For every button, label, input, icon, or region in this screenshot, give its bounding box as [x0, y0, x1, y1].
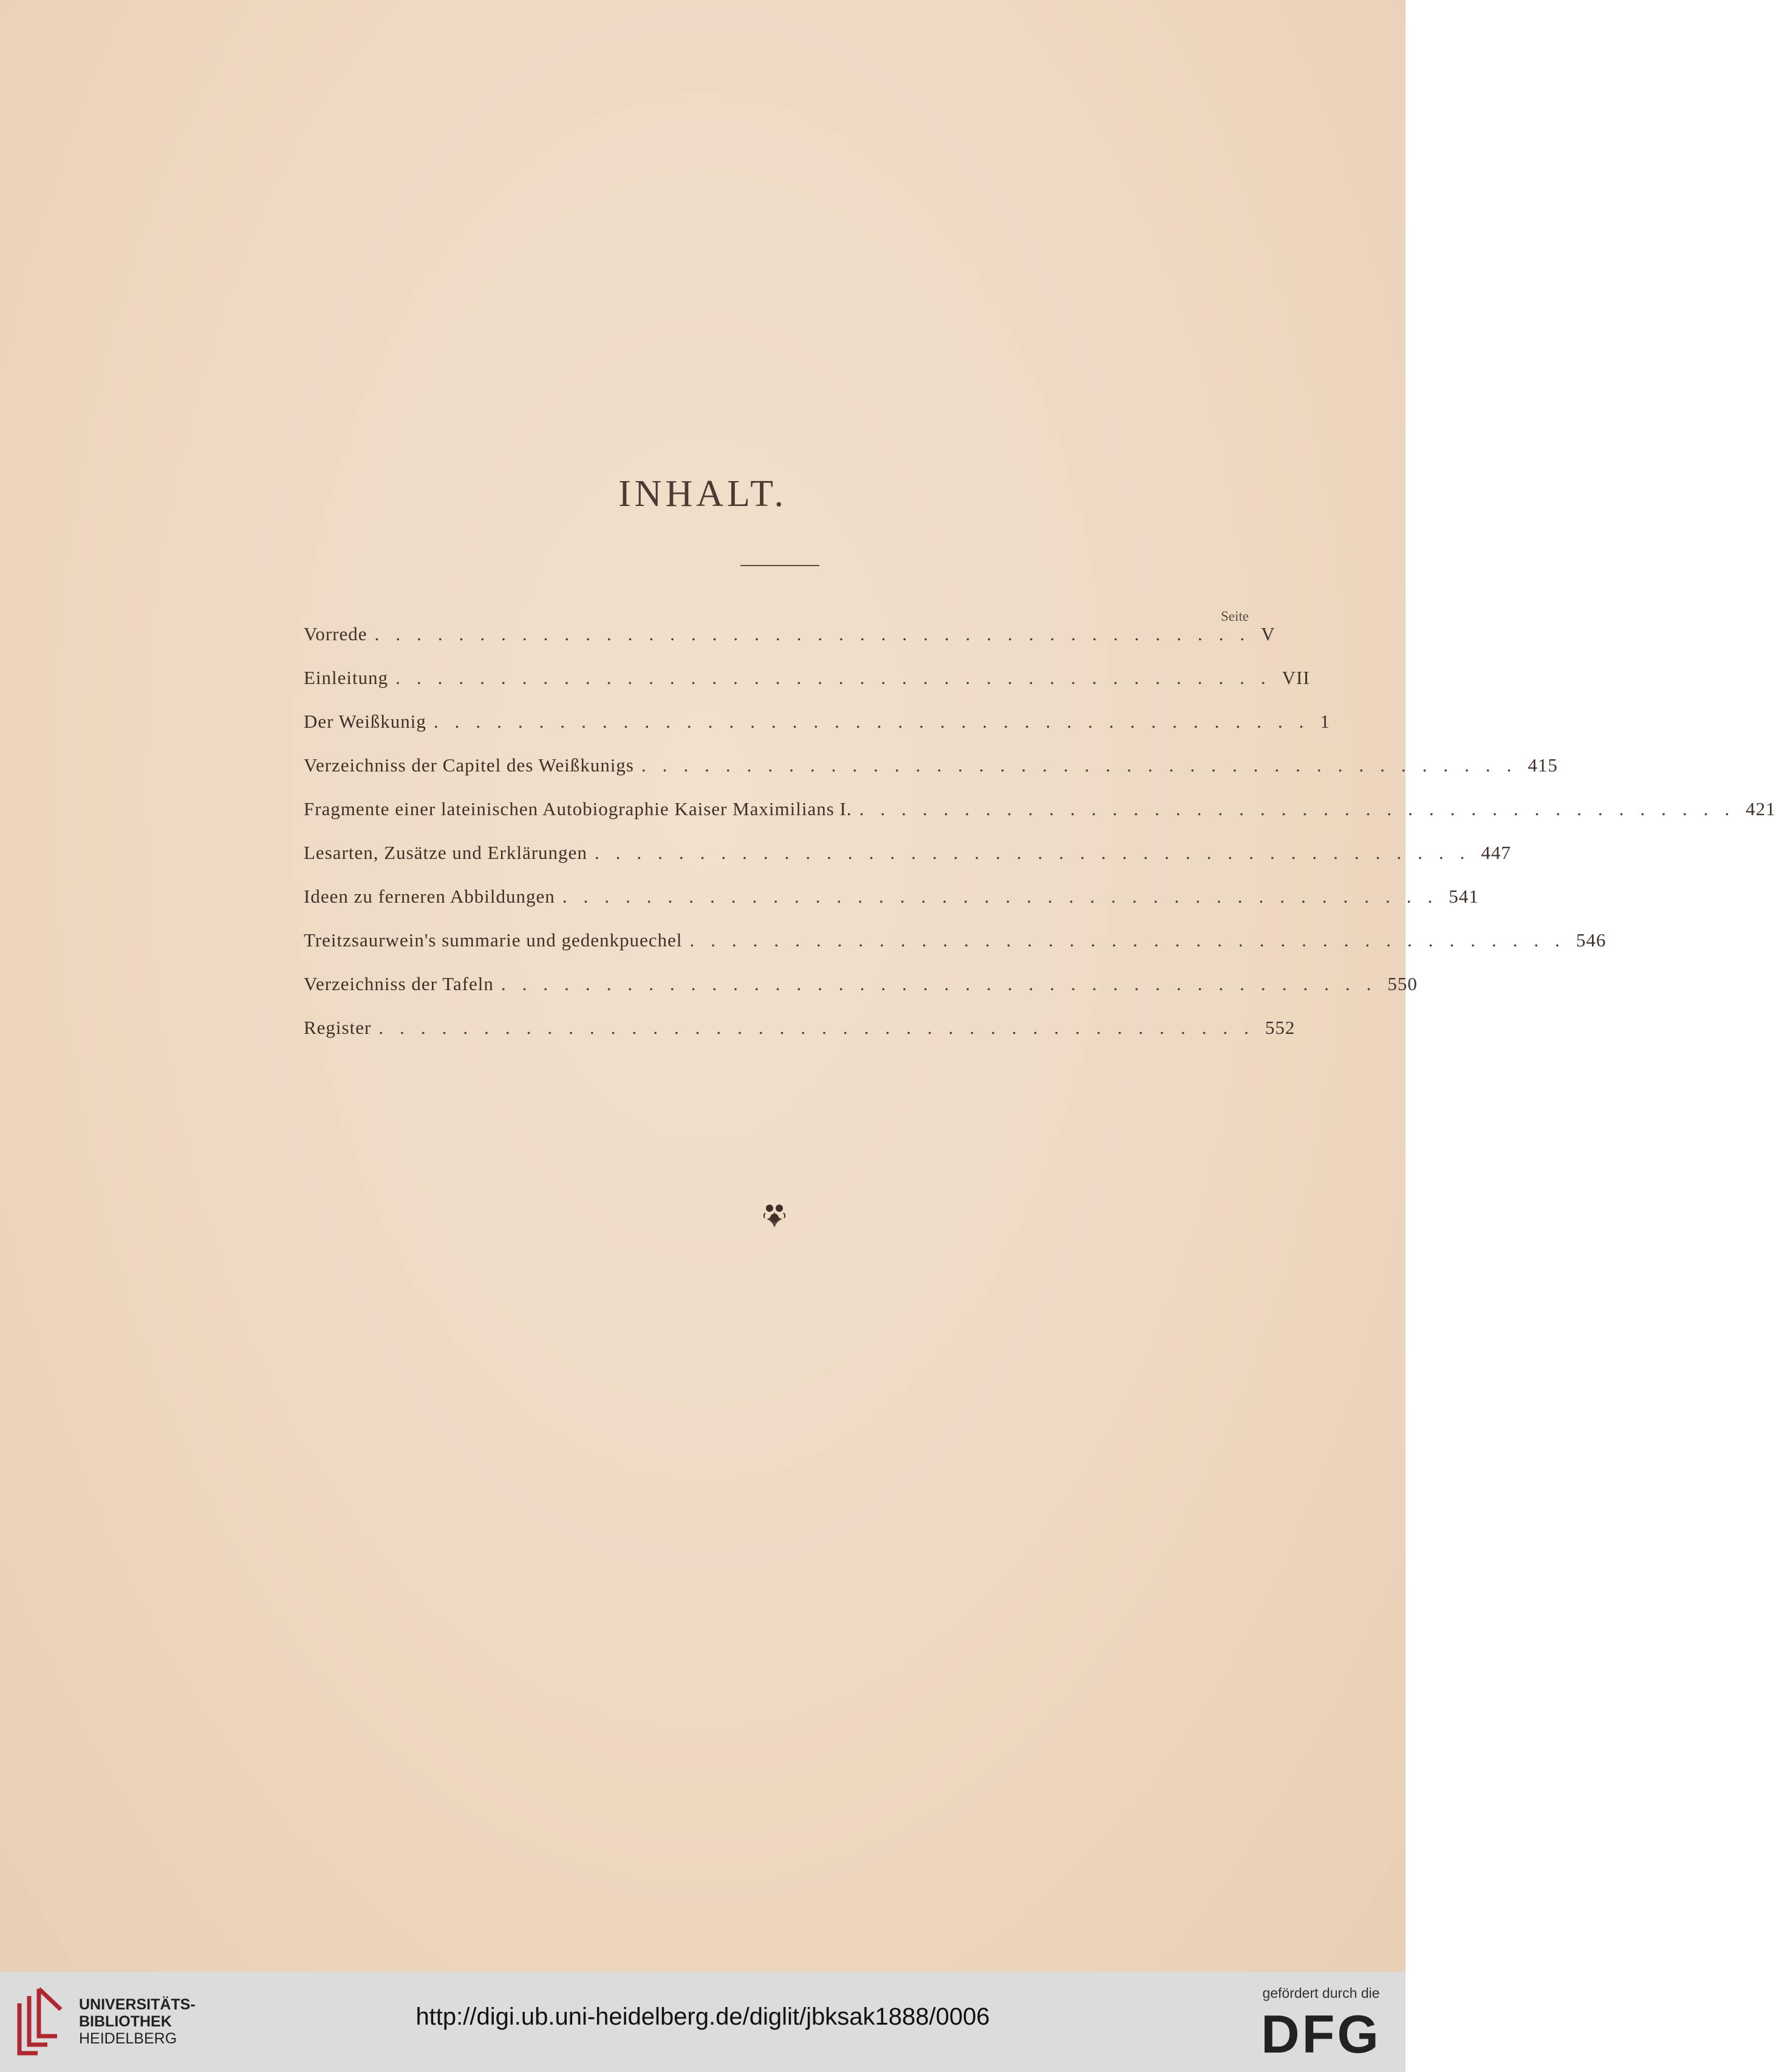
toc-entry-page: 421	[1746, 798, 1776, 819]
toc-entry-page: V	[1261, 623, 1276, 645]
toc-entry-label: Der Weißkunig	[304, 711, 426, 732]
toc-entry	[304, 623, 1276, 667]
toc-leader-dots: ..........................................	[641, 754, 1528, 776]
toc-leader-dots: ..........................................	[594, 842, 1481, 863]
toc-leader-dots: ..........................................	[378, 1017, 1265, 1038]
toc-entry-label: Verzeichniss der Tafeln	[304, 973, 494, 994]
toc-entry-label: Lesarten, Zusätze und Erklärungen	[304, 842, 587, 863]
table-of-contents	[304, 623, 1776, 1061]
toc-entry-label: Vorrede	[304, 623, 367, 645]
toc-entry-label: Ideen zu ferneren Abbildungen	[304, 886, 555, 907]
toc-leader-dots: ..........................................	[500, 973, 1388, 994]
toc-entry-page: 552	[1265, 1017, 1296, 1038]
toc-leader-dots: ..........................................	[395, 667, 1282, 688]
toc-entry	[304, 842, 1511, 886]
toc-entry-label: Verzeichniss der Capitel des Weißkunigs	[304, 754, 634, 776]
toc-entry-label: Treitzsaurwein's summarie und gedenkpuechel	[304, 929, 683, 951]
title-rule	[740, 565, 819, 566]
library-name-line: UNIVERSITÄTS-	[79, 1996, 196, 2013]
toc-entry-label: Fragmente einer lateinischen Autobiographie Kaiser Maximilians I.	[304, 798, 852, 819]
toc-entry	[304, 754, 1558, 798]
toc-entry	[304, 667, 1310, 711]
toc-entry	[304, 886, 1479, 929]
page-title: INHALT.	[618, 473, 787, 515]
toc-entry	[304, 929, 1607, 973]
library-name-line: BIBLIOTHEK	[79, 2013, 172, 2030]
fleuron-ornament-icon	[759, 1200, 790, 1230]
toc-entry-page: 546	[1576, 929, 1607, 951]
footer-bar	[0, 1972, 1405, 2072]
toc-leader-dots: ..........................................	[562, 886, 1449, 907]
toc-entry-label: Register	[304, 1017, 372, 1038]
funder-block	[1245, 1985, 1397, 2065]
funding-note: gefördert durch die	[1262, 1985, 1380, 2001]
toc-entry-page: 447	[1481, 842, 1511, 863]
toc-entry	[304, 798, 1776, 842]
dfg-logo: DFG	[1261, 2004, 1381, 2064]
library-name-line: HEIDELBERG	[79, 2030, 177, 2047]
toc-entry	[304, 1017, 1296, 1061]
page-column-header: Seite	[1221, 609, 1249, 624]
toc-entry-page: VII	[1282, 667, 1310, 688]
toc-entry-page: 541	[1449, 886, 1479, 907]
toc-leader-dots: ..........................................	[433, 711, 1320, 732]
toc-entry	[304, 973, 1418, 1017]
toc-leader-dots: ..........................................	[689, 929, 1576, 951]
toc-entry-label: Einleitung	[304, 667, 389, 688]
toc-entry-page: 550	[1387, 973, 1418, 994]
toc-entry	[304, 711, 1330, 754]
permalink-url[interactable]: http://digi.ub.uni-heidelberg.de/diglit/jbksak1888/0006	[415, 2003, 990, 2030]
toc-leader-dots: ..........................................	[374, 623, 1262, 645]
toc-leader-dots: ..........................................	[859, 798, 1746, 819]
toc-entry-page: 415	[1528, 754, 1558, 776]
toc-entry-page: 1	[1320, 711, 1330, 732]
